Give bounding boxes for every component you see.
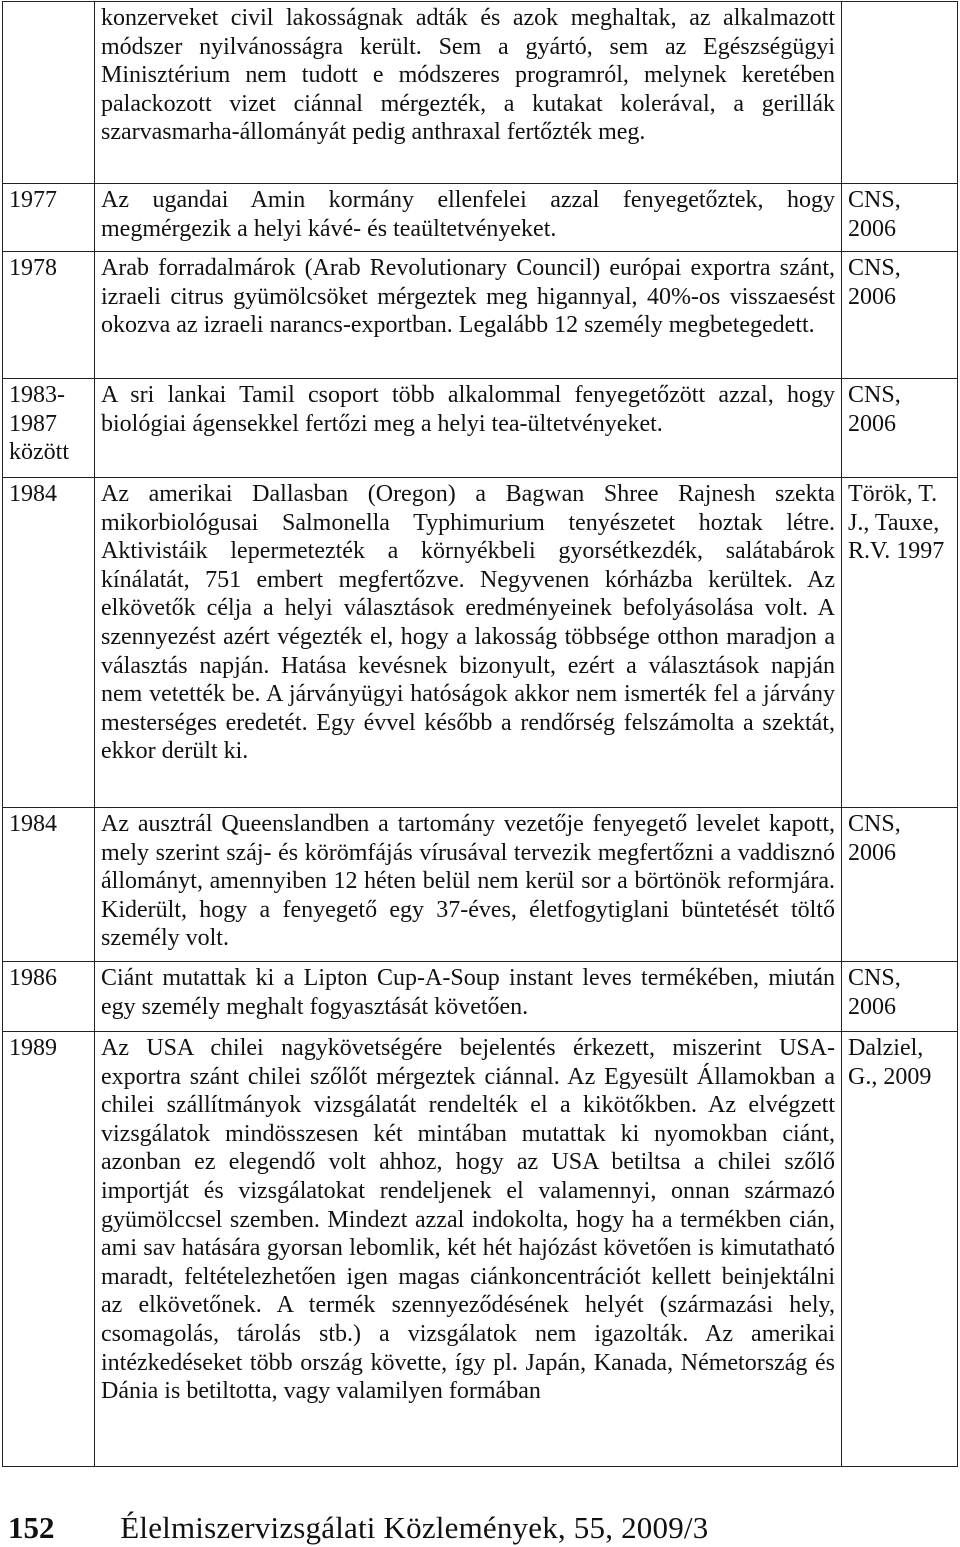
table-row: [3, 252, 958, 379]
event-description: Ciánt mutattak ki a Lipton Cup-A-Soup instant leves termékében, miután egy személy meghalt fogyasztását követően.: [95, 962, 842, 1032]
event-description: A sri lankai Tamil csoport több alkalommal fenyegetőzött azzal, hogy biológiai ágensekkel fertőzi meg a helyi tea-ültetvényeket.: [95, 379, 842, 478]
table-row: [3, 808, 958, 962]
event-source: [842, 2, 958, 184]
event-year: 1978: [3, 252, 95, 379]
event-year: 1983-1987 között: [3, 379, 95, 478]
event-description: Az USA chilei nagykövetségére bejelentés érkezett, miszerint USA-exportra szánt chilei szőlőt mérgeztek ciánnal. Az Egyesült Államokban a chilei szállítmányok vizsgálatát rendelték el a kikötőkben. Az elvégzett vizsgálatok mindösszesen két mintában mutattak ki nyomokban ciánt, azonban ez elegendő volt ahhoz, hogy az USA betiltsa a chilei szőlő importját és vizsgálatokat rendeljenek el valamennyi, onnan származó gyümölccsel szemben. Mindezt azzal indokolta, hogy ha a termékben cián, ami sav hatására gyorsan lebomlik, két hét hajózást követően is kimutatható maradt, feltételezhetően igen magas ciánkoncentrációt kellett beinjektálni az elkövetőnek. A termék szennyeződésének helyét (származási hely, csomagolás, tárolás stb.) a vizsgálatok nem igazolták. Az amerikai intézkedéseket több ország követte, így pl. Japán, Kanada, Németország és Dánia is betiltotta, vagy valamilyen formában: [95, 1032, 842, 1467]
event-year: 1986: [3, 962, 95, 1032]
event-source: CNS, 2006: [842, 808, 958, 962]
event-year: 1977: [3, 184, 95, 252]
table-row: [3, 184, 958, 252]
event-description: Az ausztrál Queenslandben a tartomány vezetője fenyegető levelet kapott, mely szerint száj- és körömfájás vírusával tervezik megfertőzni a vaddisznó állományt, amennyiben 12 héten belül nem kerül sor a börtönök reformjára. Kiderült, hogy a fenyegető egy 37-éves, életfogytiglani büntetését töltő személy volt.: [95, 808, 842, 962]
page-footer: [8, 1510, 708, 1546]
event-description: konzerveket civil lakosságnak adták és azok meghaltak, az alkalmazott módszer nyilvánosságra került. Sem a gyártó, sem az Egészségügyi Minisztérium nem tudott e módszeres programról, melynek keretében palackozott vizet ciánnal mérgezték, a kutakat kolerával, a gerillák szarvasmarha-állományát pedig anthraxal fertőzték meg.: [95, 2, 842, 184]
event-year: [3, 2, 95, 184]
event-source: CNS, 2006: [842, 962, 958, 1032]
table-row: [3, 379, 958, 478]
event-source: Dalziel, G., 2009: [842, 1032, 958, 1467]
page-number: 152: [8, 1510, 55, 1545]
event-description: Az amerikai Dallasban (Oregon) a Bagwan Shree Rajnesh szekta mikorbiológusai Salmonella Typhimurium tenyészetet hoztak létre. Aktivistáik lepermetezték a környékbeli gyorsétkezdék, salátabárok kínálatát, 751 embert megfertőzve. Negyvenen kórházba kerültek. Az elkövetők célja a helyi választások eredményeinek befolyásolása volt. A szennyezést azért végezték el, hogy a lakosság többsége otthon maradjon a választás napján. Hatása kevésnek bizonyult, ezért a választások napján nem vetették be. A járványügyi hatóságok akkor nem ismerték fel a járvány mesterséges eredetét. Egy évvel később a rendőrség felszámolta a szektát, ekkor derült ki.: [95, 478, 842, 808]
table-row: [3, 1032, 958, 1467]
event-source: CNS, 2006: [842, 379, 958, 478]
event-source: CNS, 2006: [842, 252, 958, 379]
event-description: Arab forradalmárok (Arab Revolutionary Council) európai exportra szánt, izraeli citrus gyümölcsöket mérgeztek meg higannyal, 40%-os visszaesést okozva az izraeli narancs-exportban. Legalább 12 személy megbetegedett.: [95, 252, 842, 379]
events-table: [2, 1, 958, 1467]
event-description: Az ugandai Amin kormány ellenfelei azzal fenyegetőztek, hogy megmérgezik a helyi kávé- és teaültetvényeket.: [95, 184, 842, 252]
table-row: [3, 2, 958, 184]
journal-citation: Élelmiszervizsgálati Közlemények, 55, 2009/3: [120, 1510, 709, 1545]
event-year: 1989: [3, 1032, 95, 1467]
table-row: [3, 478, 958, 808]
event-year: 1984: [3, 478, 95, 808]
event-source: Török, T. J., Tauxe, R.V. 1997: [842, 478, 958, 808]
event-source: CNS, 2006: [842, 184, 958, 252]
event-year: 1984: [3, 808, 95, 962]
table-row: [3, 962, 958, 1032]
